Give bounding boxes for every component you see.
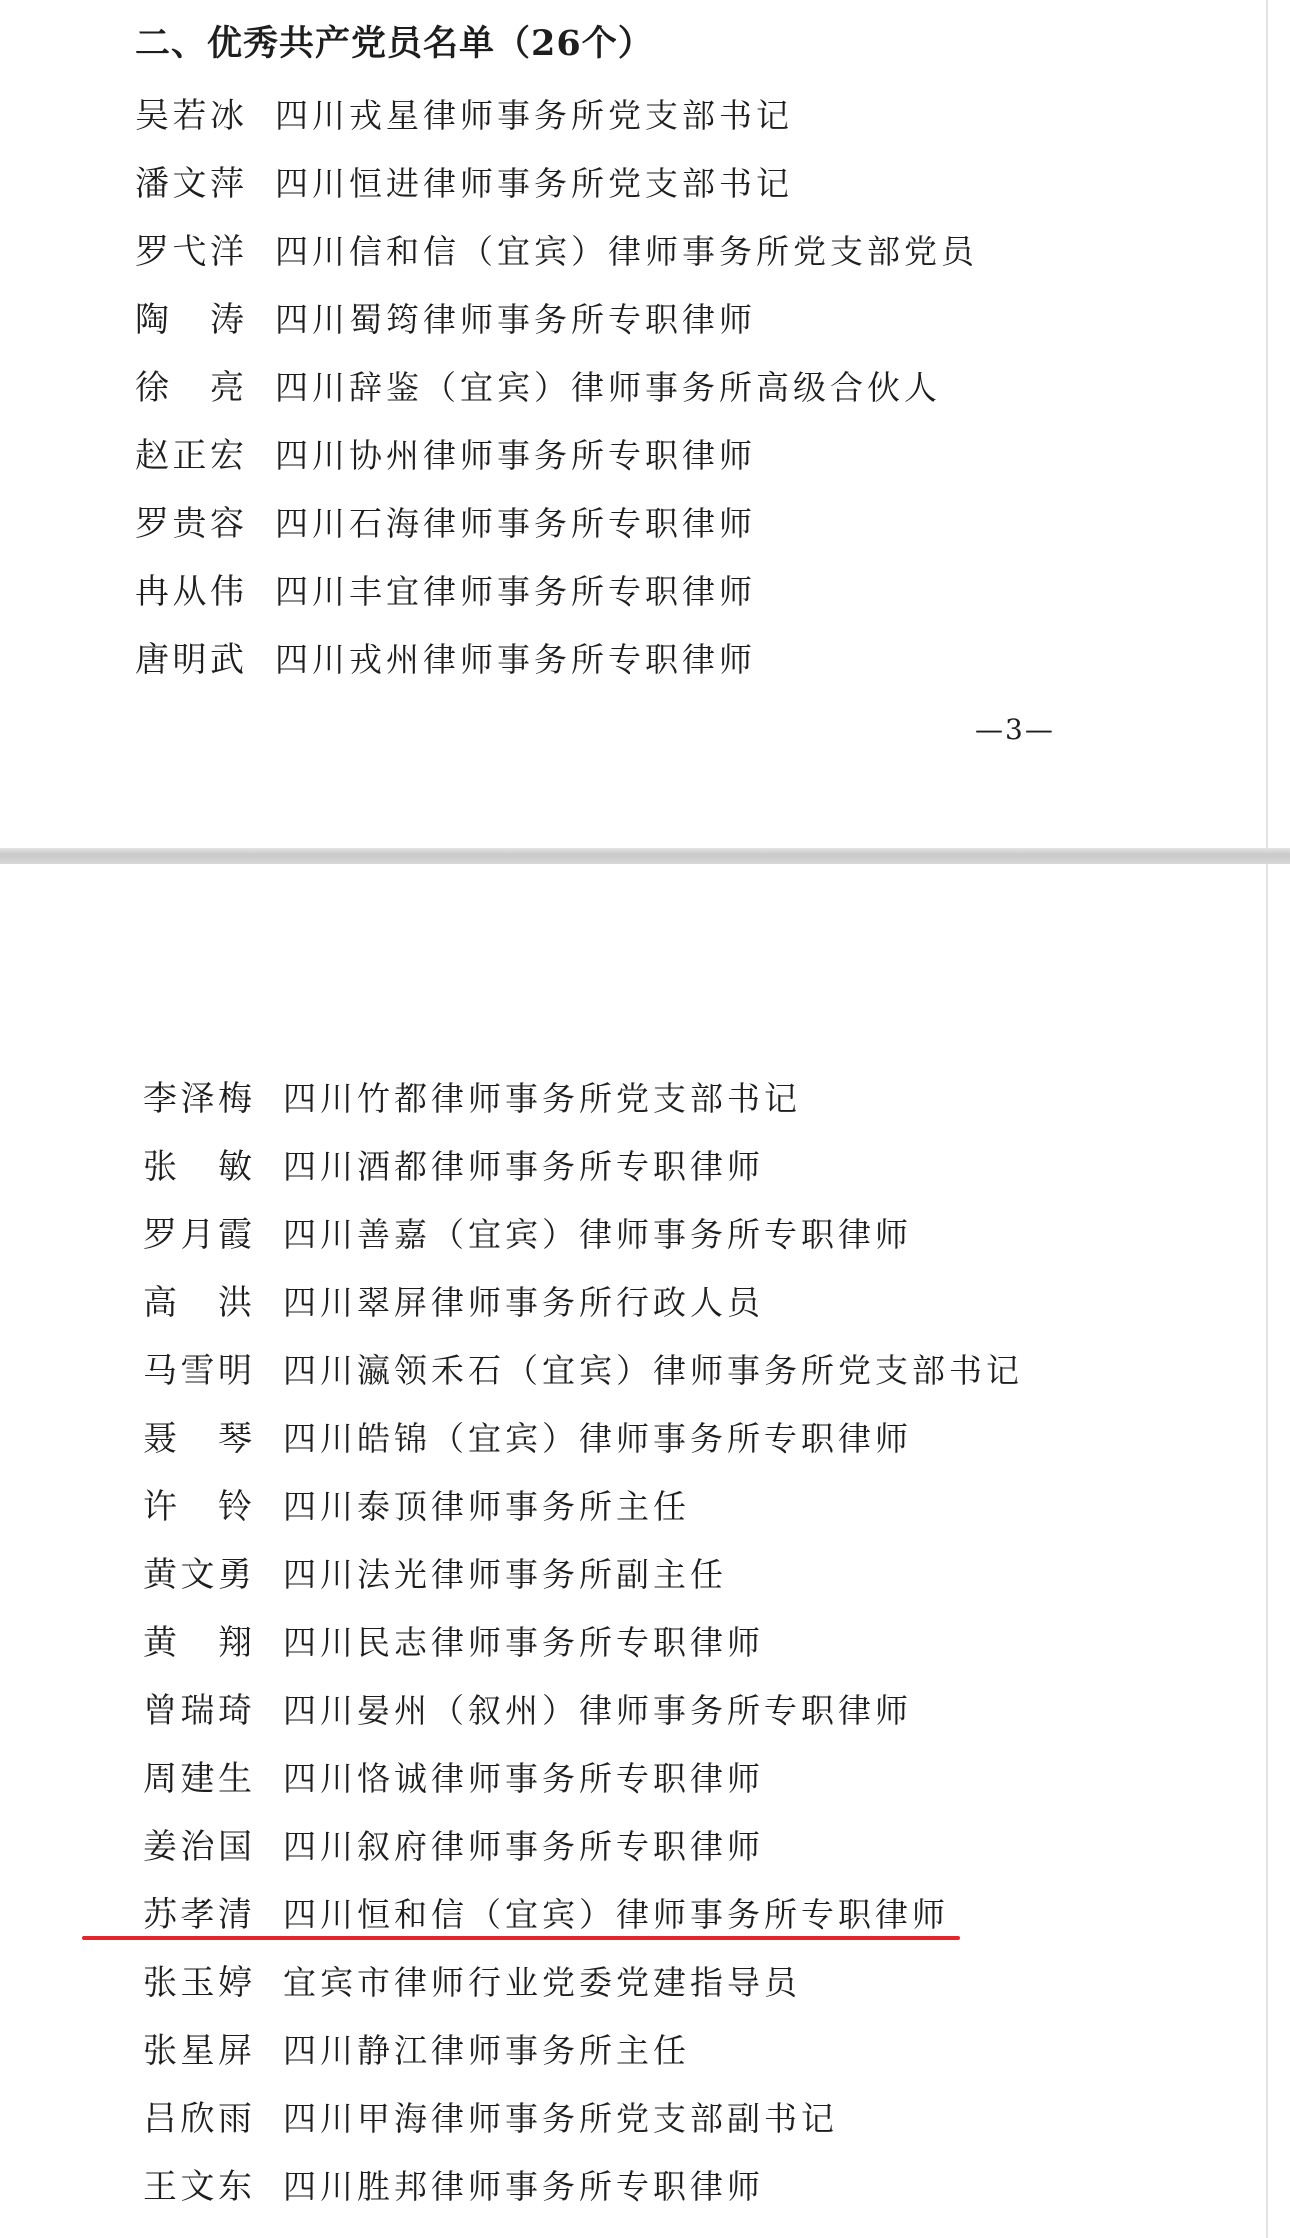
member-org: 四川戎州律师事务所专职律师 [275, 640, 756, 679]
section-title: 二、优秀共产党员名单（26个） [135, 23, 654, 64]
member-org: 宜宾市律师行业党委党建指导员 [283, 1963, 801, 2002]
member-name: 徐亮 [135, 368, 245, 408]
member-org: 四川戎星律师事务所党支部书记 [275, 96, 793, 135]
member-org: 四川信和信（宜宾）律师事务所党支部党员 [275, 232, 978, 271]
member-name: 李泽梅 [143, 1079, 253, 1119]
member-name: 许铃 [143, 1487, 253, 1527]
member-org: 四川瀛领禾石（宜宾）律师事务所党支部书记 [283, 1351, 1023, 1390]
member-name: 潘文萍 [135, 164, 245, 204]
member-org: 四川甲海律师事务所党支部副书记 [283, 2099, 838, 2138]
member-org: 四川协州律师事务所专职律师 [275, 436, 756, 475]
member-name: 马雪明 [143, 1351, 253, 1391]
document-page-4 [0, 864, 1290, 2238]
document-page-3 [0, 0, 1290, 848]
member-name: 张玉婷 [143, 1963, 253, 2003]
member-name: 苏孝清 [143, 1895, 253, 1935]
member-name: 吕欣雨 [143, 2099, 253, 2139]
member-org: 四川胜邦律师事务所专职律师 [283, 2167, 764, 2206]
member-org: 四川石海律师事务所专职律师 [275, 504, 756, 543]
member-name: 罗贵容 [135, 504, 245, 544]
member-name: 聂琴 [143, 1419, 253, 1459]
member-name: 张敏 [143, 1147, 253, 1187]
member-org: 四川恒进律师事务所党支部书记 [275, 164, 793, 203]
member-org: 四川晏州（叙州）律师事务所专职律师 [283, 1691, 912, 1730]
member-org: 四川泰顶律师事务所主任 [283, 1487, 690, 1526]
member-org: 四川恒和信（宜宾）律师事务所专职律师 [283, 1895, 949, 1934]
member-name: 高洪 [143, 1283, 253, 1323]
member-name: 姜治国 [143, 1827, 253, 1867]
member-name: 黄文勇 [143, 1555, 253, 1595]
member-name: 陶涛 [135, 300, 245, 340]
member-org: 四川叙府律师事务所专职律师 [283, 1827, 764, 1866]
member-name: 黄翔 [143, 1623, 253, 1663]
member-name: 罗弋洋 [135, 232, 245, 272]
member-name: 吴若冰 [135, 96, 245, 136]
cut-off-text-row [143, 2226, 663, 2238]
member-org: 四川善嘉（宜宾）律师事务所专职律师 [283, 1215, 912, 1254]
member-org: 四川辞鉴（宜宾）律师事务所高级合伙人 [275, 368, 941, 407]
member-name: 周建生 [143, 1759, 253, 1799]
member-org: 四川酒都律师事务所专职律师 [283, 1147, 764, 1186]
member-org: 四川竹都律师事务所党支部书记 [283, 1079, 801, 1118]
member-name: 曾瑞琦 [143, 1691, 253, 1731]
member-org: 四川蜀筠律师事务所专职律师 [275, 300, 756, 339]
page-separator [0, 848, 1290, 864]
page-number: —3— [975, 713, 1055, 746]
red-underline-highlight [82, 1936, 960, 1940]
member-name: 罗月霞 [143, 1215, 253, 1255]
member-org: 四川民志律师事务所专职律师 [283, 1623, 764, 1662]
member-name: 赵正宏 [135, 436, 245, 476]
member-org: 四川丰宜律师事务所专职律师 [275, 572, 756, 611]
member-org: 四川皓锦（宜宾）律师事务所专职律师 [283, 1419, 912, 1458]
page-edge [1266, 0, 1268, 848]
member-org: 四川法光律师事务所副主任 [283, 1555, 727, 1594]
page-edge [1266, 864, 1268, 2238]
member-name: 王文东 [143, 2167, 253, 2207]
member-org: 四川静江律师事务所主任 [283, 2031, 690, 2070]
member-org: 四川翠屏律师事务所行政人员 [283, 1283, 764, 1322]
member-name: 张星屏 [143, 2031, 253, 2071]
member-name: 唐明武 [135, 640, 245, 680]
member-name: 冉从伟 [135, 572, 245, 612]
member-org: 四川恪诚律师事务所专职律师 [283, 1759, 764, 1798]
